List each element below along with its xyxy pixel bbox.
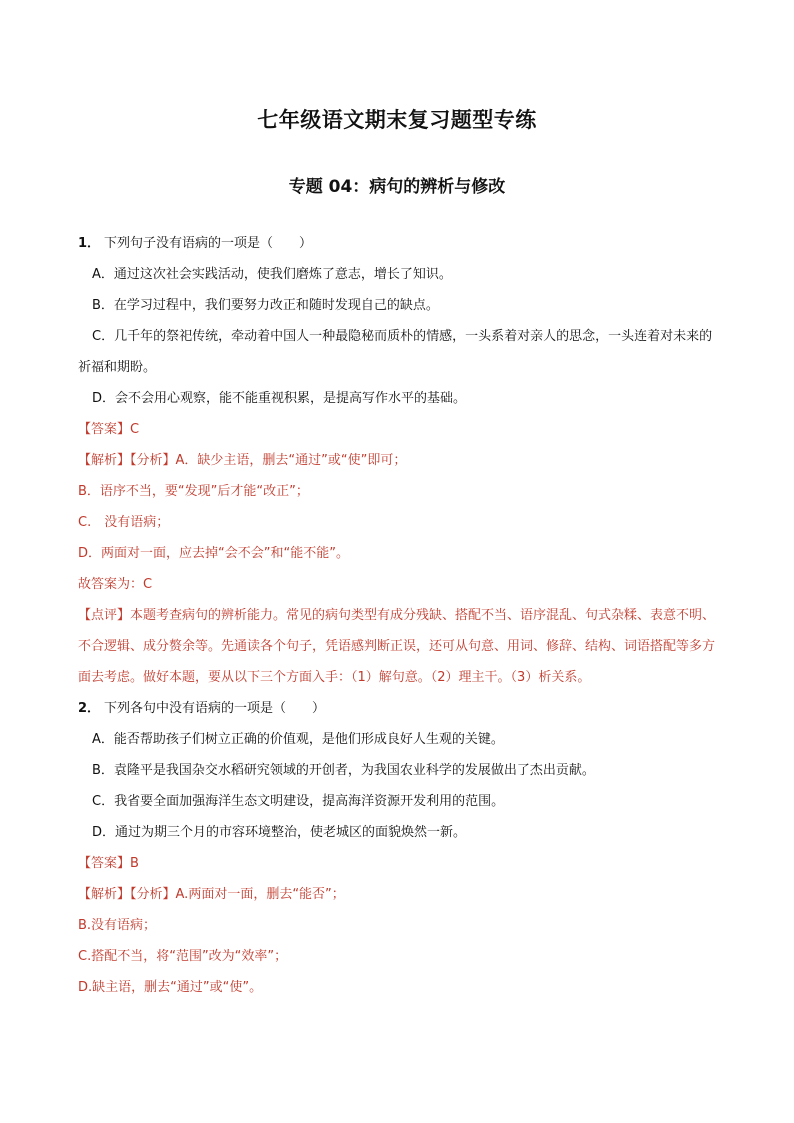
question-2-analysis-line-2: B.没有语病； — [78, 918, 157, 933]
page-subtitle: 专题 04：病句的辨析与修改 — [288, 177, 506, 197]
analysis-text: A.两面对一面，删去“能否”； — [175, 887, 345, 902]
question-1-analysis-line-2: B．语序不当，要“发现”后才能“改正”； — [78, 484, 309, 499]
analysis-tag: 【解析】【分析】 — [78, 453, 176, 468]
question-text: 下列句子没有语病的一项是（ ） — [104, 236, 313, 251]
question-text: 下列各句中没有语病的一项是（ ） — [104, 701, 326, 716]
answer-tag: 【答案】 — [78, 856, 131, 871]
question-number: 1． — [78, 236, 101, 251]
question-1-comment — [78, 600, 718, 693]
question-1-stem — [78, 228, 718, 259]
question-1-option-b: B．在学习过程中，我们要努力改正和随时发现自己的缺点。 — [92, 298, 439, 313]
question-1-analysis-line-1 — [78, 445, 718, 476]
comment-text: 本题考查病句的辨析能力。常见的病句类型有成分残缺、搭配不当、语序混乱、句式杂糅、表意不明、不合逻辑、成分赘余等。先通读各个句子，凭语感判断正误，还可从句意、用词、修辞、结构、词语搭配等多方面去考虑。做好本题，要从以下三个方面入手：（1）解句意。（2）理主干。（3）析关系。 — [78, 608, 716, 685]
question-1-answer — [78, 414, 718, 445]
question-2-option-c: C．我省要全面加强海洋生态文明建设，提高海洋资源开发利用的范围。 — [92, 794, 505, 809]
question-2-analysis-line-4: D.缺主语，删去“通过”或“使”。 — [78, 980, 263, 995]
question-2-analysis-line-3: C.搭配不当，将“范围”改为“效率”； — [78, 949, 288, 964]
analysis-tag: 【解析】【分析】 — [78, 887, 176, 902]
question-2-answer — [78, 848, 718, 879]
answer-tag: 【答案】 — [78, 422, 131, 437]
question-2-option-a: A．能否帮助孩子们树立正确的价值观，是他们形成良好人生观的关键。 — [92, 732, 504, 747]
question-number: 2． — [78, 701, 101, 716]
question-1-analysis-line-3: C. 没有语病； — [78, 515, 170, 530]
answer-value: B — [130, 856, 139, 871]
question-1-option-c: C．几千年的祭祀传统，牵动着中国人一种最隐秘而质朴的情感，一头系着对亲人的思念，一头连着对未来的祈福和期盼。 — [78, 329, 713, 375]
comment-tag: 【点评】 — [78, 608, 131, 623]
question-2-analysis-line-1 — [78, 879, 718, 910]
question-2-stem — [78, 693, 718, 724]
question-1-option-d: D．会不会用心观察，能不能重视积累，是提高写作水平的基础。 — [92, 391, 467, 406]
answer-value: C — [130, 422, 140, 437]
question-2-option-d: D．通过为期三个月的市容环境整治，使老城区的面貌焕然一新。 — [92, 825, 467, 840]
analysis-text: A．缺少主语，删去“通过”或“使”即可； — [175, 453, 407, 468]
document-body — [78, 228, 718, 1003]
question-1-conclusion: 故答案为：C — [78, 577, 153, 592]
question-1-analysis-line-4: D．两面对一面，应去掉“会不会”和“能不能”。 — [78, 546, 349, 561]
page-title: 七年级语文期末复习题型专练 — [257, 108, 537, 132]
question-1-option-a: A．通过这次社会实践活动，使我们磨炼了意志，增长了知识。 — [92, 267, 452, 282]
question-2-option-b: B．袁隆平是我国杂交水稻研究领域的开创者，为我国农业科学的发展做出了杰出贡献。 — [92, 763, 595, 778]
